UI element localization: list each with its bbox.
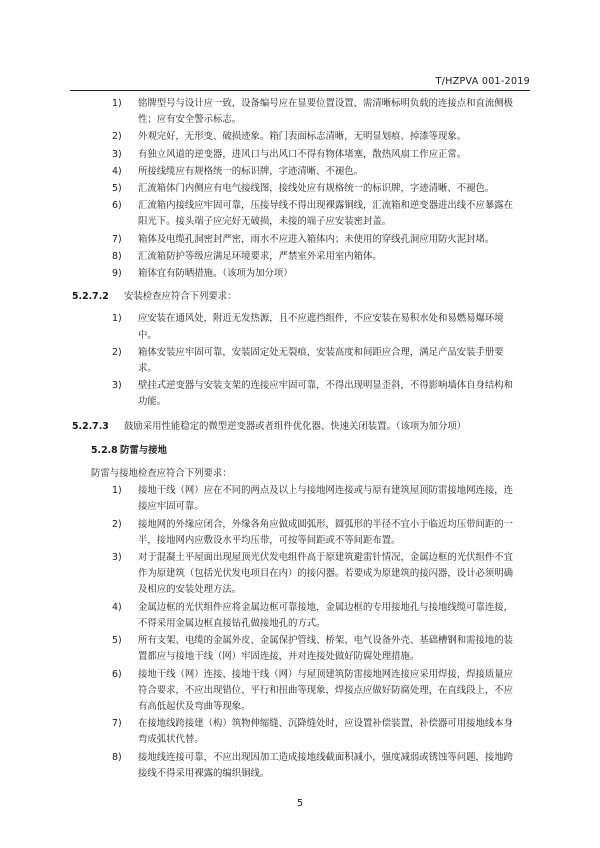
list-item-text: 金属边框的光伏组件应将金属边框可靠接地，金属边框的专用接地孔与接地线缆可靠连接，不得采用金属边框直接钻孔做接地孔的方式。 (138, 601, 514, 629)
list-item-number: 8) (112, 751, 122, 763)
list-item (0, 249, 600, 265)
list-nameplate-checks (0, 96, 600, 282)
list-item (0, 550, 600, 599)
list-item (0, 96, 600, 128)
header-rule (70, 90, 530, 91)
list-item-number: 3) (112, 380, 122, 392)
list-item-text: 汇流箱防护等级应满足环境要求，严禁室外采用室内箱体。 (138, 250, 382, 262)
clause-5-2-7-2 (0, 289, 600, 305)
list-item-number: 5) (112, 183, 122, 195)
list-item-text: 汇流箱内接线应牢固可靠，压接导线不得出现裸露铜线，汇流箱和逆变器进出线不应暴露在阳光下。接头端子应完好无破损，未接的端子应安装密封盖。 (138, 200, 514, 228)
list-item-text: 所接线缆应有规格统一的标识牌，字迹清晰、不褪色。 (138, 165, 364, 177)
list-item-text: 接地线连接可靠，不应出现因加工造成接地线截面积减小，强度减弱或锈蚀等问题，接地跨接线不得采用裸露的编织铜线。 (138, 751, 514, 779)
list-item-text: 铭牌型号与设计应一致，设备编号应在显要位置设置，需清晰标明负载的连接点和直流侧极性；应有安全警示标志。 (138, 98, 514, 126)
list-item-number: 4) (112, 165, 122, 177)
list-item-text: 对于混凝土平屋面出现屋顶光伏发电组件高于原建筑避雷针情况，金属边框的光伏组件不宜作为原建筑（包括光伏发电项目在内）的接闪器。若要成为原建筑的接闪器，设计必须明确及相应的安装处理方法。 (138, 552, 514, 596)
list-item-text: 接地干线（网）应在不同的两点及以上与接地网连接或与原有建筑屋顶防雷接地网连接，连接应牢固可靠。 (138, 485, 514, 513)
list-item (0, 716, 600, 748)
list-item (0, 345, 600, 377)
list-item-number: 8) (112, 250, 122, 262)
list-item-text: 接地网的外缘应闭合，外缘各角应做成圆弧形，圆弧形的半径不宜小于临近均压带间距的一半，接地网内应敷设水平均压带，可按等间距或不等间距布置。 (138, 518, 514, 546)
clause-5-2-7-3 (0, 419, 600, 435)
list-item-number: 4) (112, 601, 122, 613)
page-content (0, 96, 600, 783)
section-title: 防雷与接地 (120, 444, 167, 456)
list-item-number: 1) (112, 313, 122, 325)
list-item (0, 198, 600, 230)
list-item (0, 378, 600, 410)
clause-number: 5.2.7.3 (72, 420, 109, 432)
list-item-number: 2) (112, 346, 122, 358)
list-item (0, 633, 600, 665)
list-item-number: 7) (112, 718, 122, 730)
section-5-2-8 (0, 443, 600, 459)
list-item-number: 1) (112, 485, 122, 497)
page-number: 5 (296, 798, 304, 809)
list-item-text: 箱体宜有防晒措施。（该项为加分项） (138, 268, 293, 280)
list-item-number: 3) (112, 552, 122, 564)
list-item-text: 壁挂式逆变器与安装支架的连接应牢固可靠，不得出现明显歪斜，不得影响墙体自身结构和功能。 (138, 380, 514, 408)
list-item-number: 6) (112, 200, 122, 212)
list-item (0, 311, 600, 343)
list-item-number: 5) (112, 635, 122, 647)
list-item-number: 2) (112, 131, 122, 143)
list-item (0, 147, 600, 163)
list-item-text: 在接地线跨接建（构）筑物伸缩缝、沉降缝处时，应设置补偿装置，补偿器可用接地线本身弯成弧状代替。 (138, 718, 514, 746)
list-item-number: 2) (112, 518, 122, 530)
list-item-text: 所有支架、电缆的金属外皮、金属保护管线、桥架、电气设备外壳、基础槽钢和需接地的装置都应与接地干线（网）牢固连接，并对连接处做好防腐处理措施。 (138, 635, 514, 663)
list-item (0, 164, 600, 180)
list-item (0, 483, 600, 515)
clause-text: 安装检查应符合下列要求： (124, 291, 237, 303)
list-item (0, 232, 600, 248)
list-item (0, 667, 600, 716)
section-number: 5.2.8 (91, 444, 118, 456)
list-item-text: 箱体安装应牢固可靠，安装固定处无裂痕，安装高度和间距应合理，满足产品安装手册要求。 (138, 346, 504, 375)
list-item-text: 有独立风道的逆变器，进风口与出风口不得有物体堵塞，散热风扇工作应正常。 (138, 148, 467, 160)
list-item-number: 3) (112, 148, 122, 160)
list-item-text: 应安装在通风处，附近无发热源，且不应遮挡组件，不应安装在易积水处和易燃易爆环境中。 (138, 313, 504, 341)
list-item (0, 600, 600, 632)
list-item (0, 181, 600, 197)
list-item-text: 箱体及电缆孔洞密封严密，雨水不应进入箱体内；未使用的穿线孔洞应用防火泥封堵。 (138, 233, 495, 245)
list-lightning-grounding-checks (0, 483, 600, 782)
list-item (0, 750, 600, 782)
list-item (0, 517, 600, 549)
list-item (0, 266, 600, 282)
list-item (0, 129, 600, 145)
list-item-number: 9) (112, 268, 122, 280)
list-item-text: 接地干线（网）连接、接地干线（网）与屋顶建筑防雷接地网连接应采用焊接，焊接质量应符合要求，不应出现错位、平行和扭曲等现象，焊接点应做好防腐处理，在直线段上，不应有高低起伏及弯曲等现象。 (138, 668, 514, 712)
list-item-text: 外观完好，无形变、破损迹象。箱门表面标志清晰，无明显划痕、掉漆等现象。 (138, 131, 467, 143)
section-intro: 防雷与接地检查应符合下列要求： (91, 468, 232, 480)
clause-number: 5.2.7.2 (72, 291, 109, 303)
list-item-number: 7) (112, 233, 122, 245)
document-code: T/HZPVA 001-2019 (435, 76, 530, 87)
list-item-number: 6) (112, 668, 122, 680)
list-item-number: 1) (112, 98, 122, 109)
clause-text: 鼓励采用性能稳定的微型逆变器或者组件优化器、快速关闭装置。（该项为加分项） (124, 420, 467, 432)
list-installation-checks (0, 311, 600, 410)
list-item-text: 汇流箱体门内侧应有电气接线图，接线处应有规格统一的标识牌，字迹清晰、不褪色。 (138, 183, 495, 195)
